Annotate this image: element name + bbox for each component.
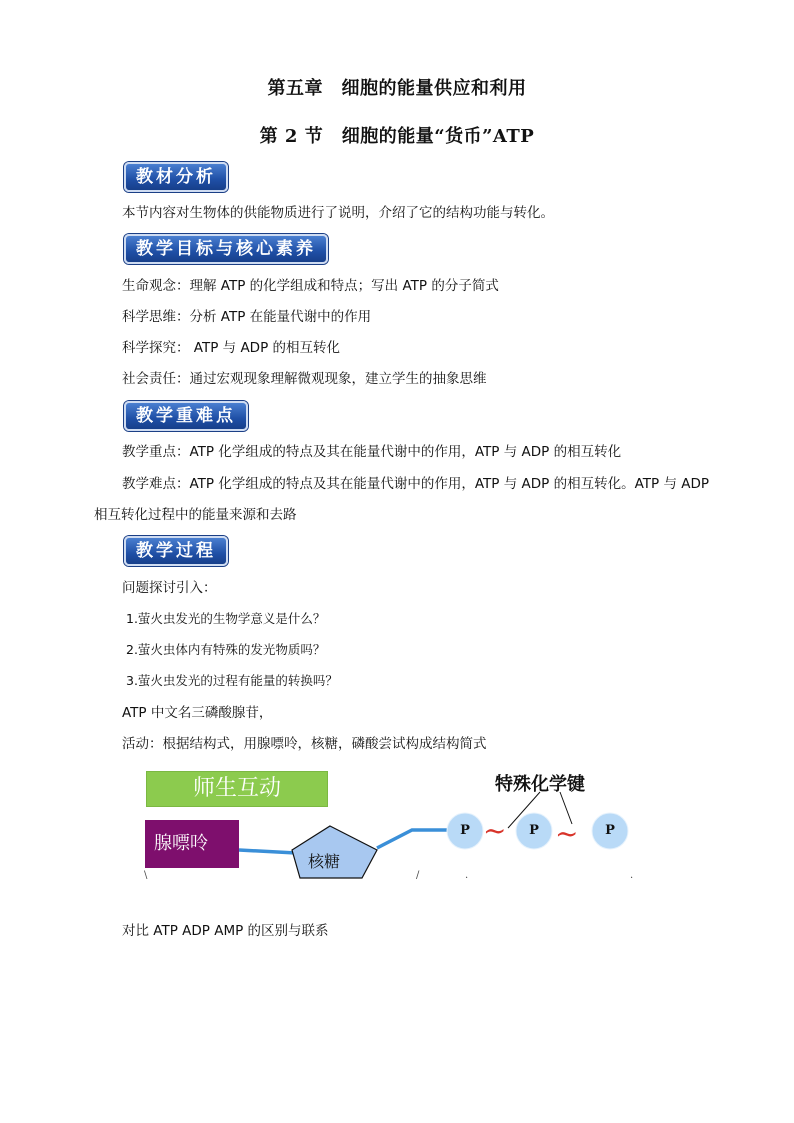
phosphate-label-1: P (460, 823, 470, 838)
phosphate-label-3: P (605, 823, 615, 838)
atp-structure-diagram (140, 768, 640, 880)
ribose-phosphate-bond (377, 830, 448, 848)
adenine-ribose-bond (239, 850, 296, 853)
section-title: 第 2 节 细胞的能量“货币”ATP (259, 126, 535, 147)
adenine-box: 腺嘌呤 (145, 820, 239, 868)
activity-text: 活动：根据结构式，用腺嘌呤，核糖，磷酸尝试构成结构简式 (122, 736, 487, 752)
goals-banner: 教学目标与核心素养 (124, 234, 328, 264)
key-point-text: 教学重点：ATP 化学组成的特点及其在能量代谢中的作用，ATP 与 ADP 的相互转化 (122, 444, 622, 460)
compare-text: 对比 ATP ADP AMP 的区别与联系 (122, 923, 329, 939)
goal-scientific-thinking: 科学思维：分析 ATP 在能量代谢中的作用 (122, 309, 372, 325)
question-2: 2.萤火虫体内有特殊的发光物质吗？ (126, 642, 326, 657)
ribose-label: 核糖 (308, 852, 341, 871)
baseline-mark-2: / (416, 870, 420, 880)
process-intro: 问题探讨引入： (122, 580, 217, 596)
goal-social-responsibility: 社会责任：通过宏观现象理解微观现象，建立学生的抽象思维 (122, 371, 487, 387)
goal-life-concept: 生命观念：理解 ATP 的化学组成和特点；写出 ATP 的分子简式 (122, 278, 499, 294)
chapter-title: 第五章 细胞的能量供应和利用 (267, 78, 527, 99)
baseline-mark-4: . (630, 870, 634, 880)
analysis-banner: 教材分析 (124, 162, 228, 192)
baseline-mark-1: \ (144, 870, 148, 880)
high-energy-bond-2: ~ (555, 817, 579, 850)
difficulties-banner: 教学重难点 (124, 401, 248, 431)
process-banner: 教学过程 (124, 536, 228, 566)
phosphate-label-2: P (529, 823, 539, 838)
baseline-mark-3: . (465, 870, 469, 880)
difficult-point-line1: 教学难点：ATP 化学组成的特点及其在能量代谢中的作用，ATP 与 ADP 的相互转化。ATP 与 ADP (122, 476, 710, 492)
high-energy-bond-1: ~ (483, 814, 507, 847)
difficult-point-line2: 相互转化过程中的能量来源和去路 (94, 507, 297, 523)
question-1: 1.萤火虫发光的生物学意义是什么？ (126, 611, 326, 626)
interaction-label-box: 师生互动 (146, 771, 328, 807)
question-3: 3.萤火虫发光的过程有能量的转换吗？ (126, 673, 338, 688)
analysis-text: 本节内容对生物体的供能物质进行了说明，介绍了它的结构功能与转化。 (122, 205, 554, 221)
goal-scientific-inquiry: 科学探究： ATP 与 ADP 的相互转化 (122, 340, 341, 356)
special-bond-label: 特殊化学键 (495, 774, 585, 795)
atp-name-text: ATP 中文名三磷酸腺苷， (122, 705, 273, 721)
